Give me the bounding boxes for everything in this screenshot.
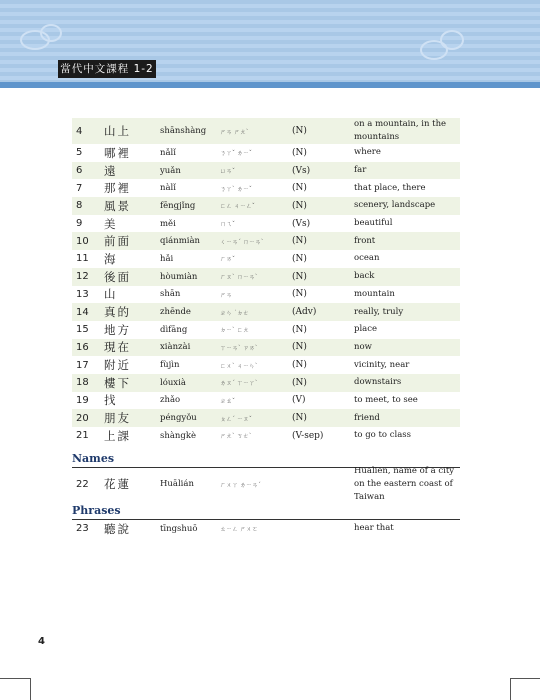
item-pinyin: lóuxià — [160, 377, 186, 388]
item-english: to go to class — [354, 430, 412, 441]
list-item — [72, 339, 460, 357]
item-zhuyin: ㄉㄧˋ ㄈㄤ — [220, 327, 249, 335]
item-number: 9 — [76, 218, 83, 230]
list-item — [72, 427, 460, 445]
item-english: beautiful — [354, 218, 393, 229]
item-pinyin: zhǎo — [160, 395, 181, 406]
item-part-of-speech: (Adv) — [292, 307, 317, 318]
item-chinese: 山 — [104, 287, 118, 302]
section-heading: Phrases — [72, 504, 121, 517]
item-number: 5 — [76, 147, 83, 159]
item-zhuyin: ㄕㄢ — [220, 291, 233, 299]
item-part-of-speech: (N) — [292, 413, 307, 424]
item-chinese: 附近 — [104, 358, 131, 373]
item-english: back — [354, 271, 375, 282]
item-zhuyin: ㄩㄢˇ — [220, 168, 236, 176]
list-item — [72, 286, 460, 304]
item-zhuyin: ㄏㄞˇ — [220, 256, 236, 264]
list-item — [72, 197, 460, 215]
list-item — [72, 215, 460, 233]
item-number: 7 — [76, 182, 83, 194]
item-pinyin: hǎi — [160, 253, 174, 264]
list-item — [72, 321, 460, 339]
list-item — [72, 162, 460, 180]
item-part-of-speech: (N) — [292, 183, 307, 194]
item-zhuyin: ㄇㄟˇ — [220, 221, 236, 229]
item-chinese: 那裡 — [104, 181, 131, 196]
item-chinese: 美 — [104, 216, 118, 231]
item-chinese: 風景 — [104, 198, 131, 213]
list-item — [72, 374, 460, 392]
item-chinese: 山上 — [104, 124, 131, 138]
crop-mark — [510, 678, 511, 700]
item-english: ocean — [354, 253, 380, 264]
item-part-of-speech: (Vs) — [292, 218, 311, 229]
item-part-of-speech: (N) — [292, 342, 307, 353]
item-english: where — [354, 147, 381, 158]
item-chinese: 遠 — [104, 163, 118, 178]
cloud-ornament — [440, 30, 464, 50]
vocabulary-list — [72, 118, 460, 445]
item-number: 12 — [76, 271, 89, 283]
item-number: 23 — [76, 523, 89, 535]
list-item — [72, 179, 460, 197]
item-chinese: 海 — [104, 251, 118, 266]
item-pinyin: hòumiàn — [160, 271, 198, 282]
item-number: 20 — [76, 412, 89, 424]
item-chinese: 花蓮 — [104, 477, 131, 491]
cloud-ornament — [40, 24, 62, 42]
item-pinyin: shān — [160, 289, 181, 300]
list-item — [72, 303, 460, 321]
item-pinyin: zhēnde — [160, 307, 191, 318]
item-zhuyin: ㄒㄧㄢˋ ㄗㄞˋ — [220, 344, 258, 352]
item-chinese: 現在 — [104, 340, 131, 355]
item-pinyin: Huālián — [160, 479, 194, 489]
item-zhuyin: ㄓㄠˇ — [220, 397, 236, 405]
item-english: that place, there — [354, 182, 426, 193]
item-chinese: 前面 — [104, 234, 131, 249]
item-number: 19 — [76, 394, 89, 406]
item-english: now — [354, 341, 372, 352]
list-item — [72, 392, 460, 410]
item-pinyin: nǎlǐ — [160, 147, 176, 158]
item-number: 4 — [76, 125, 83, 137]
item-number: 8 — [76, 200, 83, 212]
crop-mark — [510, 678, 540, 679]
item-english: place — [354, 324, 378, 335]
item-english: scenery, landscape — [354, 200, 436, 211]
item-zhuyin: ㄏㄡˋ ㄇㄧㄢˋ — [220, 274, 258, 282]
crop-mark — [30, 678, 31, 700]
item-number: 17 — [76, 359, 89, 371]
item-english: vicinity, near — [354, 359, 410, 370]
header-band — [0, 82, 540, 88]
item-chinese: 上課 — [104, 428, 131, 443]
item-number: 22 — [76, 478, 89, 490]
item-pinyin: fēngjǐng — [160, 200, 196, 211]
item-chinese: 樓下 — [104, 375, 131, 390]
item-english: hear that — [354, 523, 394, 534]
list-item — [72, 409, 460, 427]
page-number: 4 — [38, 636, 45, 647]
item-number: 16 — [76, 341, 89, 353]
list-item — [72, 268, 460, 286]
item-zhuyin: ㄆㄥˊ ㄧㄡˇ — [220, 415, 252, 423]
item-pinyin: měi — [160, 218, 176, 229]
item-part-of-speech: (N) — [292, 271, 307, 282]
phrases-list — [72, 520, 460, 538]
item-chinese: 後面 — [104, 269, 131, 284]
item-pinyin: péngyǒu — [160, 413, 197, 424]
item-number: 18 — [76, 377, 89, 389]
item-part-of-speech: (V-sep) — [292, 430, 324, 441]
item-pinyin: nàlǐ — [160, 183, 176, 194]
item-part-of-speech: (V) — [292, 395, 306, 406]
item-zhuyin: ㄈㄨˋ ㄐㄧㄣˋ — [220, 362, 258, 370]
item-number: 13 — [76, 288, 89, 300]
phrases-section-header — [72, 504, 460, 520]
item-english: downstairs — [354, 377, 402, 388]
item-part-of-speech: (Vs) — [292, 165, 311, 176]
section-heading: Names — [72, 452, 115, 465]
item-pinyin: dìfāng — [160, 324, 188, 335]
item-part-of-speech: (N) — [292, 236, 307, 247]
names-list — [72, 465, 460, 502]
item-english: really, truly — [354, 306, 404, 317]
crop-mark — [0, 678, 30, 679]
item-part-of-speech: (N) — [292, 289, 307, 300]
item-part-of-speech: (N) — [292, 324, 307, 335]
item-pinyin: fùjìn — [160, 360, 180, 371]
list-item — [72, 520, 460, 538]
list-item — [72, 465, 460, 502]
item-english: Hualien, name of a city on the eastern coast of Taiwan — [354, 465, 455, 502]
item-zhuyin: ㄓㄣ ˙ㄉㄜ — [220, 309, 249, 317]
list-item — [72, 118, 460, 144]
item-chinese: 哪裡 — [104, 145, 131, 160]
item-pinyin: shānshàng — [160, 126, 207, 136]
item-english: front — [354, 235, 376, 246]
item-part-of-speech: (N) — [292, 253, 307, 264]
item-part-of-speech: (N) — [292, 360, 307, 371]
item-english: to meet, to see — [354, 394, 418, 405]
item-part-of-speech: (N) — [292, 200, 307, 211]
item-english: friend — [354, 412, 380, 423]
item-chinese: 朋友 — [104, 411, 131, 426]
item-chinese: 地方 — [104, 322, 131, 337]
book-title: 當代中文課程 1-2 — [58, 60, 156, 78]
item-zhuyin: ㄋㄚˇ ㄌㄧˇ — [220, 150, 252, 158]
item-pinyin: shàngkè — [160, 430, 197, 441]
list-item — [72, 232, 460, 250]
item-zhuyin: ㄑㄧㄢˊ ㄇㄧㄢˋ — [220, 238, 264, 246]
item-part-of-speech: (N) — [292, 377, 307, 388]
item-number: 6 — [76, 165, 83, 177]
item-chinese: 找 — [104, 393, 118, 408]
item-english: mountain — [354, 288, 395, 299]
item-chinese: 真的 — [104, 305, 131, 320]
list-item — [72, 356, 460, 374]
item-part-of-speech: (N) — [292, 126, 307, 136]
item-number: 15 — [76, 324, 89, 336]
item-zhuyin: ㄋㄚˋ ㄌㄧˇ — [220, 185, 252, 193]
item-english: on a mountain, in the mountains — [354, 119, 447, 142]
item-number: 10 — [76, 235, 89, 247]
item-number: 11 — [76, 253, 89, 265]
list-item — [72, 250, 460, 268]
item-pinyin: tīngshuō — [160, 523, 198, 534]
item-pinyin: xiànzài — [160, 342, 191, 353]
item-zhuyin: ㄊㄧㄥ ㄕㄨㄛ — [220, 526, 258, 534]
item-zhuyin: ㄌㄡˊ ㄒㄧㄚˋ — [220, 380, 258, 388]
item-zhuyin: ㄏㄨㄚ ㄌㄧㄢˊ — [220, 481, 261, 489]
item-zhuyin: ㄕㄤˋ ㄎㄜˋ — [220, 433, 252, 441]
list-item — [72, 144, 460, 162]
item-part-of-speech: (N) — [292, 147, 307, 158]
item-number: 14 — [76, 306, 89, 318]
item-pinyin: qiánmiàn — [160, 236, 201, 247]
item-english: far — [354, 165, 367, 176]
item-number: 21 — [76, 430, 89, 442]
item-zhuyin: ㄈㄥ ㄐㄧㄥˇ — [220, 203, 255, 211]
item-chinese: 聽說 — [104, 521, 131, 536]
item-zhuyin: ㄕㄢ ㄕㄤˋ — [220, 128, 249, 136]
item-pinyin: yuǎn — [160, 165, 181, 176]
